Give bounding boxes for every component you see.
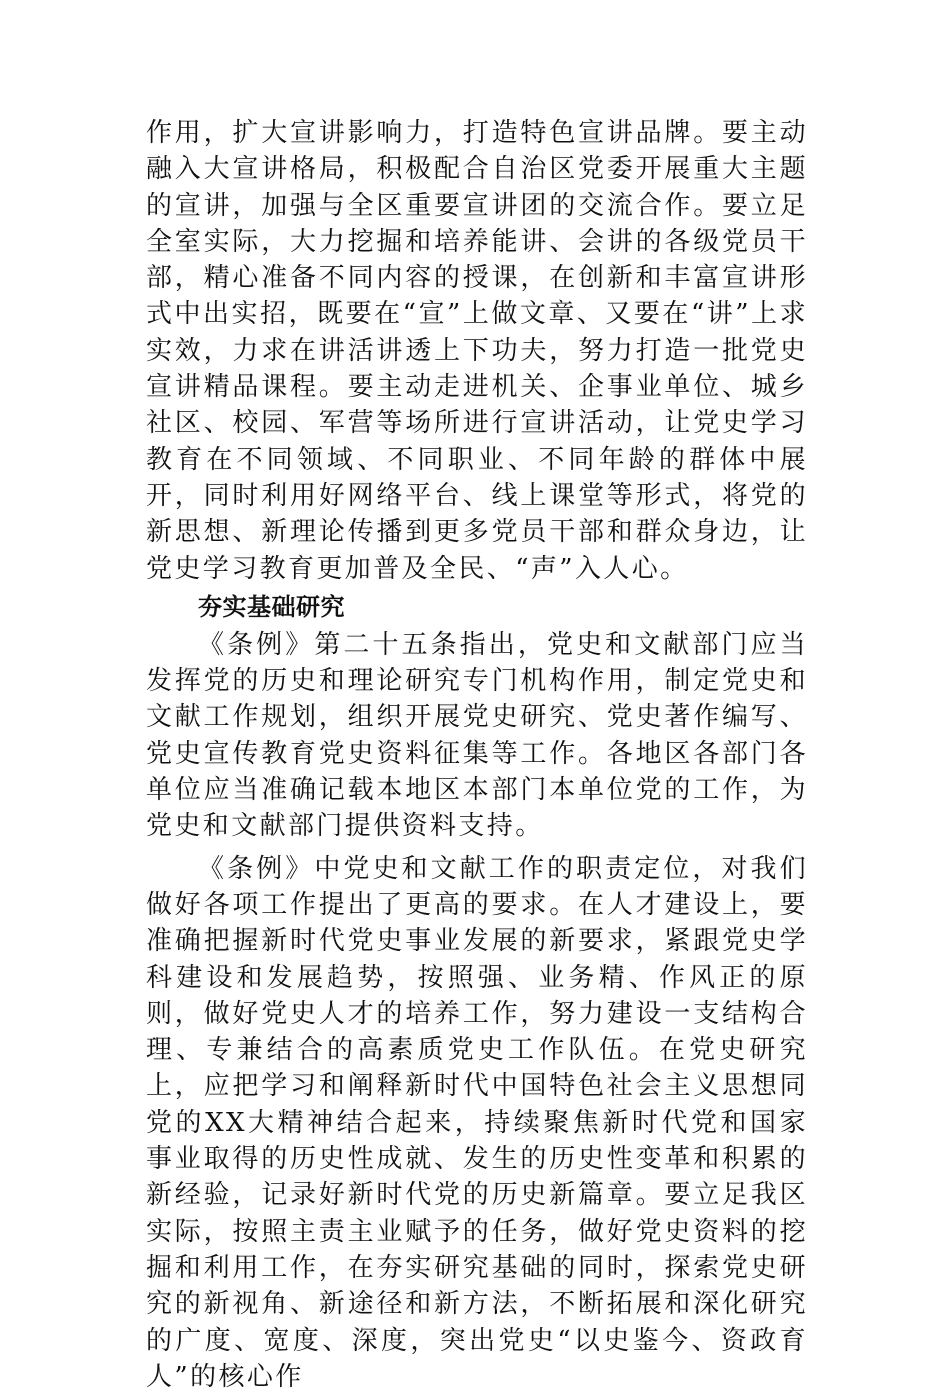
paragraph-regulation-duties: 《条例》中党史和文献工作的职责定位，对我们做好各项工作提出了更高的要求。在人才建设上，要准确把握新时代党史事业发展的新要求，紧跟党史学科建设和发展趋势，按照强、业务精、作风正的原则，做好党史人才的培养工作，努力建设一支结构合理、专兼结合的高素质党史工作队伍。在党史研究上，应把学习和阐释新时代中国特色社会主义思想同党的XX大精神结合起来，持续聚焦新时代党和国家事业取得的历史性成就、发生的历史性变革和积累的新经验，记录好新时代党的历史新篇章。要立足我区实际，按照主责主业赋予的任务，做好党史资料的挖掘和利用工作，在夯实研究基础的同时，探索党史研究的新视角、新途径和新方法，不断拓展和深化研究的广度、宽度、深度，突出党史“以史鉴今、资政育人”的核心作 bbox=[146, 853, 808, 1392]
section-heading: 夯实基础研究 bbox=[198, 592, 345, 621]
paragraph-propaganda-continued: 作用，扩大宣讲影响力，打造特色宣讲品牌。要主动融入大宣讲格局，积极配合自治区党委开展重大主题的宣讲，加强与全区重要宣讲团的交流合作。要立足全室实际，大力挖掘和培养能讲、会讲的各级党员干部，精心准备不同内容的授课，在创新和丰富宣讲形式中出实招，既要在“宣”上做文章、又要在“讲”上求实效，力求在讲活讲透上下功夫，努力打造一批党史宣讲精品课程。要主动走进机关、企事业单位、城乡社区、校园、军营等场所进行宣讲活动，让党史学习教育在不同领域、不同职业、不同年龄的群体中展开，同时利用好网络平台、线上课堂等形式，将党的新思想、新理论传播到更多党员干部和群众身边，让党史学习教育更加普及全民、“声”入人心。 bbox=[146, 118, 808, 584]
document-body bbox=[146, 115, 808, 1395]
paragraph-regulation-article-25: 《条例》第二十五条指出，党史和文献部门应当发挥党的历史和理论研究专门机构作用，制定党史和文献工作规划，组织开展党史研究、党史著作编写、党史宣传教育党史资料征集等工作。各地区各部门各单位应当准确记载本地区本部门本单位党的工作，为党史和文献部门提供资料支持。 bbox=[146, 629, 808, 842]
